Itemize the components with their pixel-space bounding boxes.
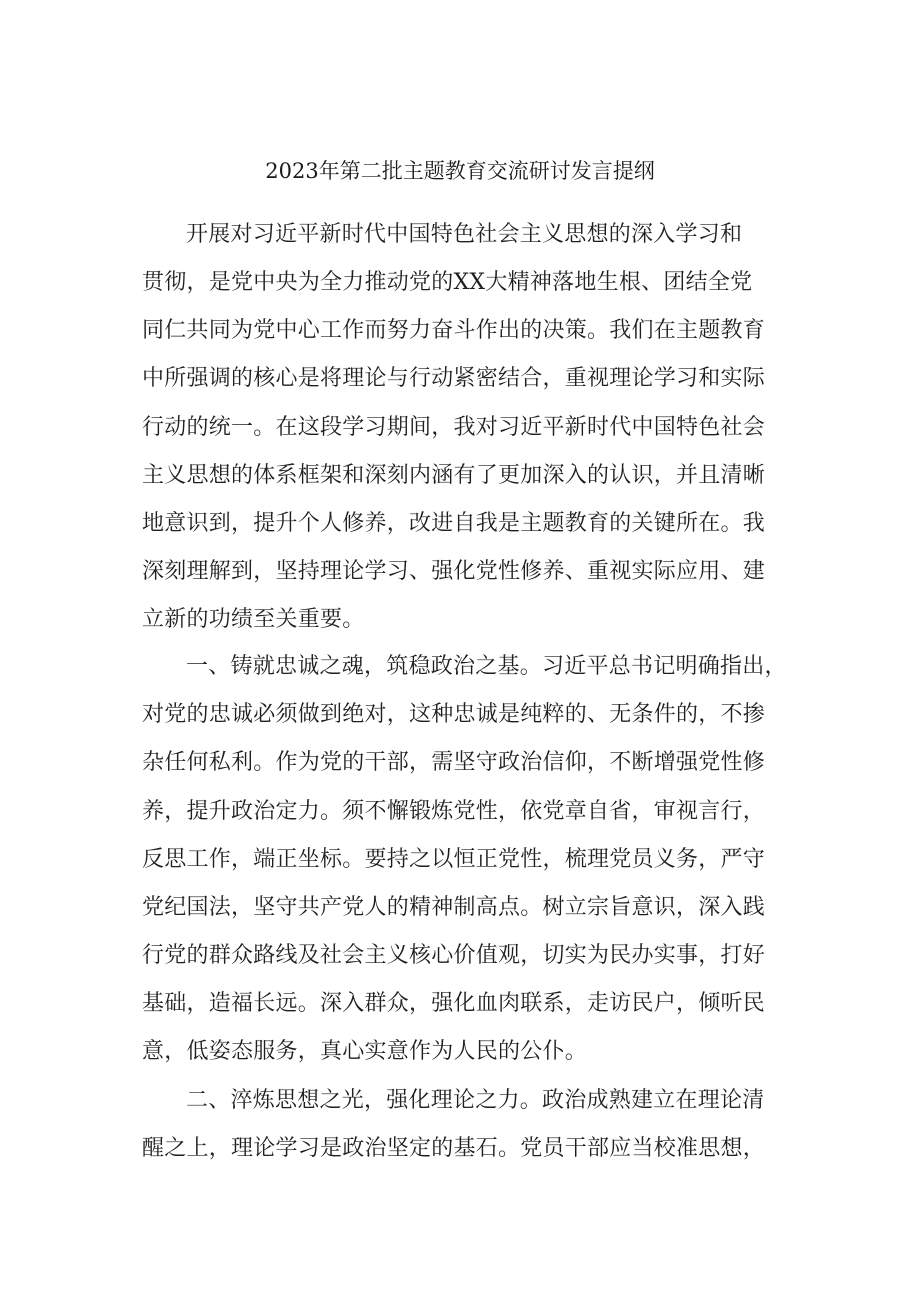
text-line: 基础，造福长远。深入群众，强化血肉联系，走访民户，倾听民 bbox=[142, 991, 766, 1016]
document-title: 2023年第二批主题教育交流研讨发言提纲 bbox=[265, 159, 655, 183]
text-line: 养，提升政治定力。须不懈锻炼党性，依党章自省，审视言行， bbox=[142, 799, 766, 824]
text-line: 开展对习近平新时代中国特色社会主义思想的深入学习和 bbox=[186, 222, 743, 247]
text-line: 立新的功绩至关重要。 bbox=[142, 607, 365, 632]
text-line: 醒之上，理论学习是政治坚定的基石。党员干部应当校准思想， bbox=[142, 1136, 766, 1161]
text-line: 党纪国法，坚守共产党人的精神制高点。树立宗旨意识，深入践 bbox=[142, 895, 766, 920]
text-line: 意，低姿态服务，真心实意作为人民的公仆。 bbox=[142, 1039, 588, 1064]
text-line: 同仁共同为党中心工作而努力奋斗作出的决策。我们在主题教育 bbox=[142, 318, 766, 343]
text-line: 二、淬炼思想之光，强化理论之力。政治成熟建立在理论清 bbox=[186, 1088, 765, 1113]
text-line: 深刻理解到，坚持理论学习、强化党性修养、重视实际应用、建 bbox=[142, 559, 766, 584]
text-line: 对党的忠诚必须做到绝对，这种忠诚是纯粹的、无条件的，不掺 bbox=[142, 702, 766, 727]
text-line: 主义思想的体系框架和深刻内涵有了更加深入的认识，并且清晰 bbox=[142, 463, 766, 488]
text-line: 贯彻，是党中央为全力推动党的XX大精神落地生根、团结全党 bbox=[142, 270, 753, 295]
text-line: 反思工作，端正坐标。要持之以恒正党性，梳理党员义务，严守 bbox=[142, 847, 766, 872]
text-line: 地意识到，提升个人修养，改进自我是主题教育的关键所在。我 bbox=[142, 511, 766, 536]
text-line: 中所强调的核心是将理论与行动紧密结合，重视理论学习和实际 bbox=[142, 366, 766, 391]
text-line: 行党的群众路线及社会主义核心价值观，切实为民办实事，打好 bbox=[142, 943, 766, 968]
text-line: 一、铸就忠诚之魂，筑稳政治之基。习近平总书记明确指出， bbox=[186, 654, 787, 679]
text-line: 杂任何私利。作为党的干部，需坚守政治信仰，不断增强党性修 bbox=[142, 750, 766, 775]
text-line: 行动的统一。在这段学习期间，我对习近平新时代中国特色社会 bbox=[142, 415, 766, 440]
